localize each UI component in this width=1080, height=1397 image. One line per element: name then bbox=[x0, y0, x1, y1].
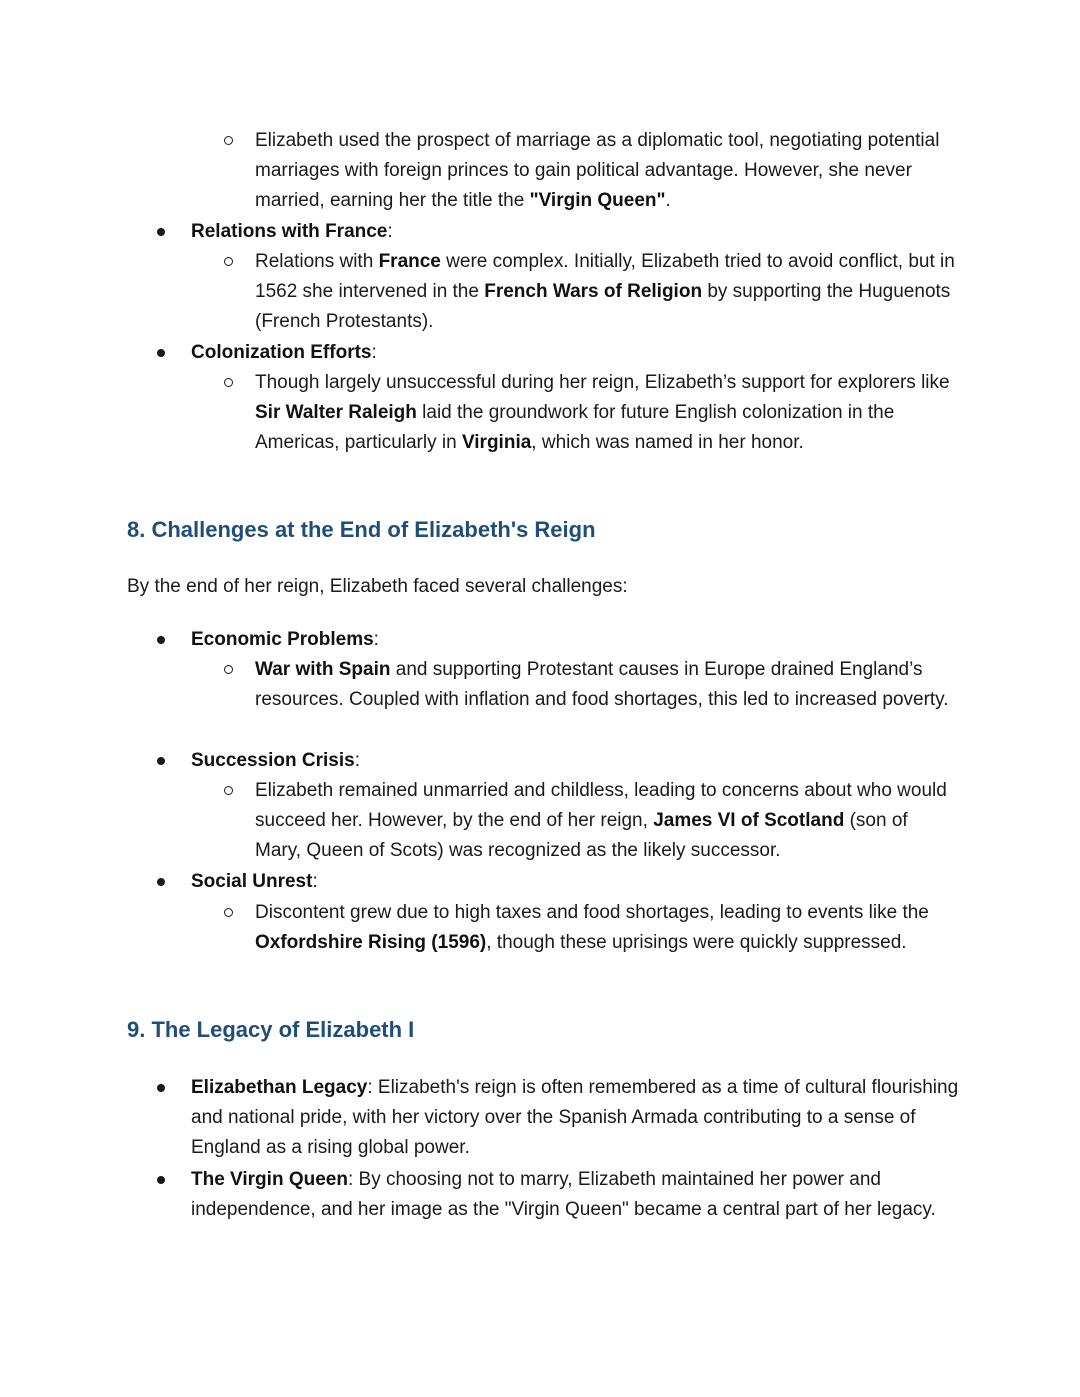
elizabethan-legacy-text: Elizabethan Legacy: Elizabeth's reign is often remembered as a time of cultural flourishing and national pride, with her victory over the Spanish Armada contributing to a sense of England as a rising global power. bbox=[191, 1077, 959, 1158]
section-8-heading: 8. Challenges at the End of Elizabeth's Reign bbox=[127, 517, 596, 542]
marriage-diplomacy-text: Elizabeth used the prospect of marriage as a diplomatic tool, negotiating potential marriages with foreign princes to gain political advantage. However, she never married, earning her the title the "Virgin Queen". bbox=[255, 130, 940, 211]
colonization-label: Colonization Efforts: bbox=[191, 342, 377, 363]
sub-bullet-marker bbox=[223, 655, 235, 685]
relations-france-label: Relations with France: bbox=[191, 221, 393, 242]
succession-crisis-label: Succession Crisis: bbox=[191, 750, 360, 771]
sub-bullet-marker bbox=[223, 247, 235, 277]
sub-bullet-marker bbox=[223, 776, 235, 806]
virgin-queen-text: The Virgin Queen: By choosing not to marry, Elizabeth maintained her power and independence, and her image as the "Virgin Queen" became a central part of her legacy. bbox=[191, 1169, 936, 1220]
economic-problems-text: War with Spain and supporting Protestant causes in Europe drained England’s resources. Coupled with inflation and food shortages, this led to increased poverty. bbox=[255, 659, 949, 710]
bullet-marker bbox=[155, 338, 167, 368]
sub-bullet-marker bbox=[223, 368, 235, 398]
section-8-intro: By the end of her reign, Elizabeth faced several challenges: bbox=[127, 576, 628, 597]
colonization-text: Though largely unsuccessful during her reign, Elizabeth’s support for explorers like Sir Walter Raleigh laid the groundwork for future English colonization in the Americas, particularly in Virginia, which was named in her honor. bbox=[255, 372, 950, 453]
bullet-marker bbox=[155, 746, 167, 776]
economic-problems-label: Economic Problems: bbox=[191, 629, 379, 650]
bullet-marker bbox=[155, 867, 167, 897]
bullet-marker bbox=[155, 625, 167, 655]
social-unrest-text: Discontent grew due to high taxes and food shortages, leading to events like the Oxfordshire Rising (1596), though these uprisings were quickly suppressed. bbox=[255, 902, 929, 953]
bullet-marker bbox=[155, 1165, 167, 1195]
sub-bullet-marker bbox=[223, 126, 235, 156]
sub-bullet-marker bbox=[223, 898, 235, 928]
bullet-marker bbox=[155, 217, 167, 247]
bullet-marker bbox=[155, 1073, 167, 1103]
succession-crisis-text: Elizabeth remained unmarried and childless, leading to concerns about who would succeed her. However, by the end of her reign, James VI of Scotland (son of Mary, Queen of Scots) was recognized as the likely successor. bbox=[255, 780, 947, 861]
section-9-heading: 9. The Legacy of Elizabeth I bbox=[127, 1017, 415, 1042]
relations-france-text: Relations with France were complex. Initially, Elizabeth tried to avoid conflict, but in 1562 she intervened in the French Wars of Religion by supporting the Huguenots (French Protestants). bbox=[255, 251, 955, 332]
social-unrest-label: Social Unrest: bbox=[191, 871, 318, 892]
